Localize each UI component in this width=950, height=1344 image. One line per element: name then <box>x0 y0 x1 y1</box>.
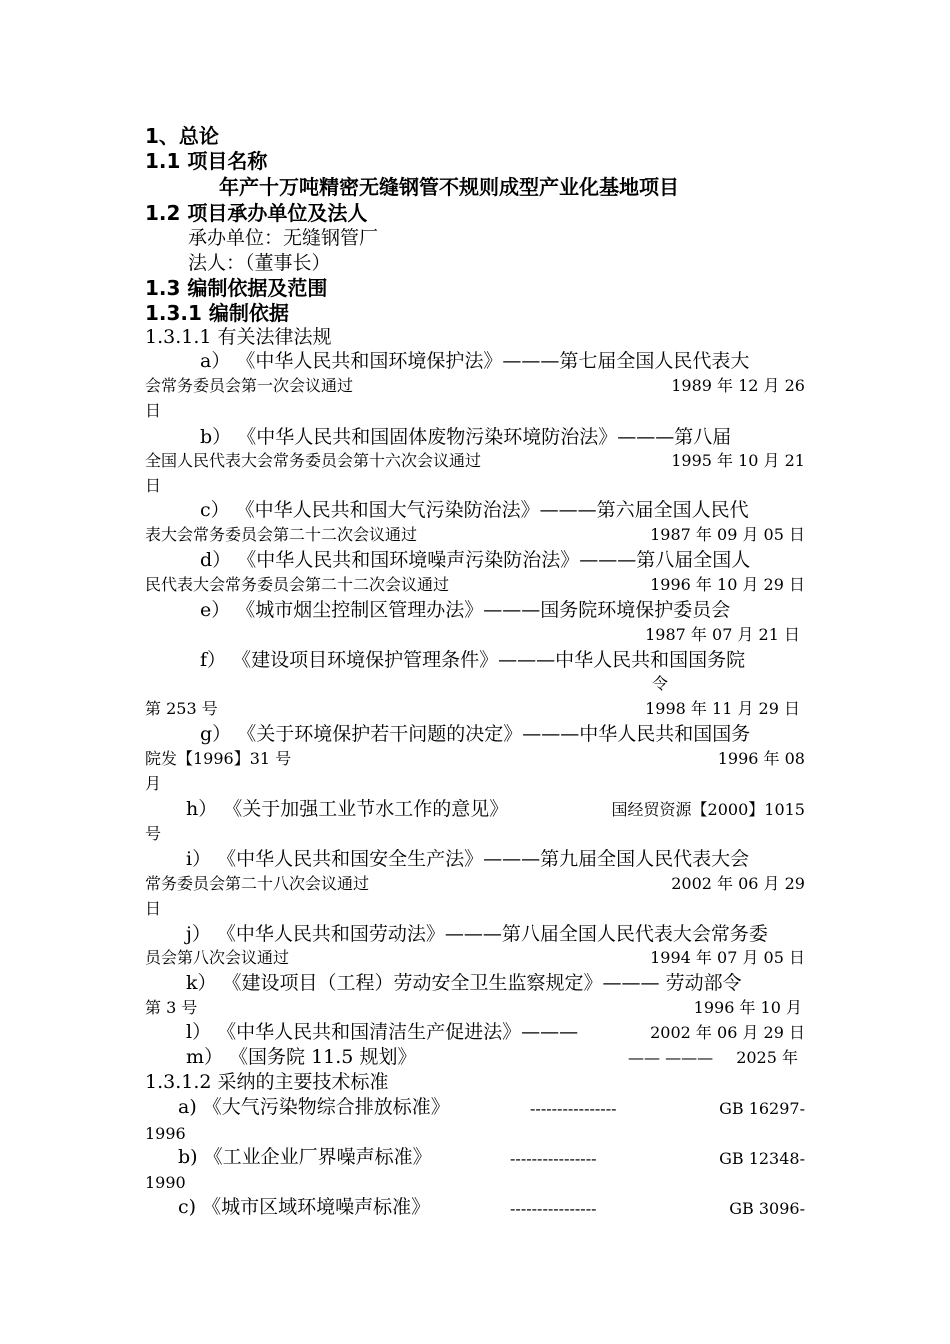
law-c-date: 1987 年 09 月 05 日 <box>650 525 805 544</box>
law-h-line2: 号 <box>145 824 162 843</box>
law-d-date: 1996 年 10 月 29 日 <box>650 575 805 594</box>
law-k-date: 1996 年 10 月 <box>693 998 802 1017</box>
std-c-line1: c) 《城市区域环境噪声标准》 <box>178 1196 431 1218</box>
law-j-line1: j） 《中华人民共和国劳动法》———第八届全国人民代表大会常务委 <box>186 923 768 945</box>
law-k-line2: 第 3 号 <box>145 998 198 1017</box>
law-j-date: 1994 年 07 月 05 日 <box>650 948 805 967</box>
law-f-line3: 第 253 号 <box>145 699 218 718</box>
unit-line: 承办单位：无缝钢管厂 <box>188 227 379 249</box>
std-a-line1: a) 《大气污染物综合排放标准》 <box>178 1096 450 1118</box>
law-i-line3: 日 <box>145 899 162 918</box>
law-f-date: 1998 年 11 月 29 日 <box>645 699 800 718</box>
law-m-line1: m） 《国务院 11.5 规划》 <box>186 1046 417 1068</box>
law-e-line1: e） 《城市烟尘控制区管理办法》———国务院环境保护委员会 <box>200 599 731 621</box>
law-g-date: 1996 年 08 <box>717 749 805 768</box>
law-m-dashes: —— ——— <box>628 1048 714 1067</box>
std-b-line1: b) 《工业企业厂界噪声标准》 <box>178 1146 432 1168</box>
std-b-line2: 1990 <box>145 1173 186 1192</box>
law-d-line1: d） 《中华人民共和国环境噪声污染防治法》———第八届全国人 <box>200 549 751 571</box>
law-j-line2: 员会第八次会议通过 <box>145 948 290 967</box>
law-a-date: 1989 年 12 月 26 <box>671 376 805 395</box>
std-a-dashes: ---------------- <box>530 1099 617 1118</box>
std-a-code: GB 16297- <box>719 1099 805 1118</box>
law-g-line3: 月 <box>145 774 162 793</box>
law-e-date: 1987 年 07 月 21 日 <box>645 625 800 644</box>
law-i-date: 2002 年 06 月 29 <box>671 874 805 893</box>
law-h-line1: h） 《关于加强工业节水工作的意见》 <box>186 798 509 820</box>
law-b-date: 1995 年 10 月 21 <box>671 451 805 470</box>
law-l-line1: l） 《中华人民共和国清洁生产促进法》——— <box>186 1021 579 1043</box>
law-c-line1: c） 《中华人民共和国大气污染防治法》———第六届全国人民代 <box>200 499 749 521</box>
law-c-line2: 表大会常务委员会第二十二次会议通过 <box>145 525 418 544</box>
std-c-code: GB 3096- <box>729 1199 805 1218</box>
std-a-line2: 1996 <box>145 1124 186 1143</box>
law-g-line1: g） 《关于环境保护若干问题的决定》———中华人民共和国国务 <box>200 723 751 745</box>
heading-1-3: 1.3 编制依据及范围 <box>145 276 328 300</box>
law-b-line1: b） 《中华人民共和国固体废物污染环境防治法》———第八届 <box>200 426 732 448</box>
law-l-date: 2002 年 06 月 29 日 <box>650 1023 805 1042</box>
law-m-year: 2025 年 <box>736 1048 798 1067</box>
std-b-code: GB 12348- <box>719 1149 805 1168</box>
heading-1-3-1-1: 1.3.1.1 有关法律法规 <box>145 326 332 348</box>
heading-1: 1、总论 <box>145 124 219 148</box>
law-d-line2: 民代表大会常务委员会第二十二次会议通过 <box>145 575 450 594</box>
law-f-line1: f） 《建设项目环境保护管理条件》———中华人民共和国国务院 <box>200 649 746 671</box>
heading-1-2: 1.2 项目承办单位及法人 <box>145 201 368 225</box>
law-b-line3: 日 <box>145 476 162 495</box>
law-k-line1: k） 《建设项目（工程）劳动安全卫生监察规定》——— 劳动部令 <box>186 972 742 994</box>
project-name: 年产十万吨精密无缝钢管不规则成型产业化基地项目 <box>219 175 679 199</box>
law-i-line1: i） 《中华人民共和国安全生产法》———第九届全国人民代表大会 <box>186 848 750 870</box>
law-h-ref: 国经贸资源【2000】1015 <box>611 800 805 819</box>
law-i-line2: 常务委员会第二十八次会议通过 <box>145 874 370 893</box>
heading-1-1: 1.1 项目名称 <box>145 149 268 173</box>
law-a-line2: 会常务委员会第一次会议通过 <box>145 376 354 395</box>
legal-person-line: 法人：（董事长） <box>188 252 331 274</box>
law-b-line2: 全国人民代表大会常务委员会第十六次会议通过 <box>145 451 482 470</box>
law-g-line2: 院发【1996】31 号 <box>145 749 292 768</box>
law-a-line1: a） 《中华人民共和国环境保护法》———第七届全国人民代表大 <box>200 350 750 372</box>
heading-1-3-1-2: 1.3.1.2 采纳的主要技术标准 <box>145 1071 389 1093</box>
law-f-line2: 令 <box>652 674 669 693</box>
std-b-dashes: ---------------- <box>510 1149 597 1168</box>
heading-1-3-1: 1.3.1 编制依据 <box>145 301 289 325</box>
std-c-dashes: ---------------- <box>510 1199 597 1218</box>
law-a-line3: 日 <box>145 401 162 420</box>
